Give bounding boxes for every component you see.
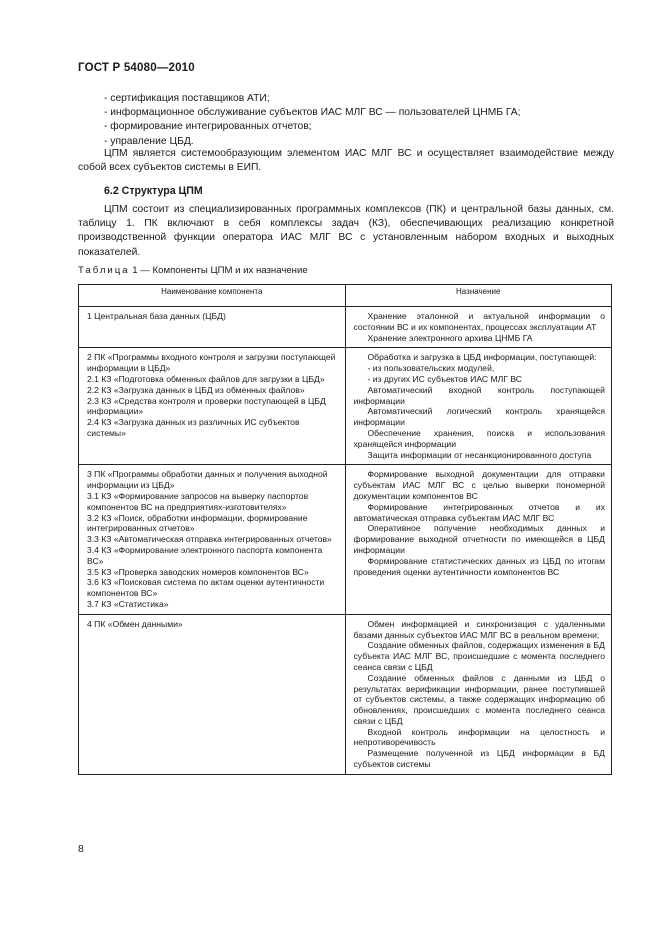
component-line: 4 ПК «Обмен данными» xyxy=(87,618,183,629)
purpose-line: Хранение электронного архива ЦНМБ ГА xyxy=(367,332,533,343)
page-number: 8 xyxy=(78,843,84,855)
purpose-line: Оперативное получение необходимых данных и формирование выходной отчетности по имеющейся в ЦБД информации xyxy=(353,523,605,555)
component-line: 2 ПК «Программы входного контроля и загрузки поступающей информации в ЦБД» xyxy=(87,352,336,374)
purpose-line: Создание обменных файлов, содержащих изменения в БД субъекта ИАС МЛГ ВС, происшедшие с момента последнего сеанса связи с ЦБД xyxy=(353,640,605,672)
section-paragraph-block xyxy=(78,203,614,260)
table-caption xyxy=(78,265,308,276)
purpose-line: Обмен информацией и синхронизация с удаленными базами данных субъектов ИАС МЛГ ВС в реальном времени; xyxy=(353,618,605,640)
table-header-row xyxy=(79,285,612,307)
table-row xyxy=(79,348,612,465)
component-name-cell xyxy=(79,307,346,348)
component-line: 3.3 КЗ «Автоматическая отправка интегрированных отчетов» xyxy=(87,534,332,545)
purpose-line: Хранение эталонной и актуальной информации о состоянии ВС и их компонентах, процессах эксплуатации АТ xyxy=(353,311,605,332)
purpose-line: Создание обменных файлов с данными из ЦБД о результатах верификации информации, ранее поступившей от субъектов системы, а также содержащих информацию об обновлениях, происшедших с момента последнего сеанса связи с ЦБД xyxy=(353,672,605,726)
table-row xyxy=(79,614,612,774)
list-item: - сертификация поставщиков АТИ; xyxy=(104,93,270,104)
component-line: 3.7 КЗ «Статистика» xyxy=(87,598,169,609)
table-caption-word: Таблица xyxy=(78,265,130,276)
intro-paragraph-block xyxy=(78,147,614,175)
component-purpose-cell xyxy=(345,307,612,348)
document-header: ГОСТ Р 54080—2010 xyxy=(78,62,195,74)
purpose-line: Автоматический входной контроль поступающей информации xyxy=(353,384,605,406)
components-table xyxy=(78,284,612,775)
list-item: - управление ЦБД. xyxy=(104,135,194,147)
table-caption-text: 1 — Компоненты ЦПМ и их назначение xyxy=(132,265,308,276)
component-line: 3 ПК «Программы обработки данных и получения выходной информации из ЦБД» xyxy=(87,469,328,491)
purpose-line: Формирование статистических данных из ЦБД по итогам проведения оценки аутентичности компонентов ВС xyxy=(353,555,605,577)
component-purpose-cell xyxy=(345,465,612,614)
component-line: 2.2 КЗ «Загрузка данных в ЦБД из обменных файлов» xyxy=(87,384,305,395)
section-title: 6.2 Структура ЦПМ xyxy=(104,185,203,197)
component-line: 3.1 КЗ «Формирование запросов на выверку паспортов компонентов ВС на предприятиях-изготовителях» xyxy=(87,490,309,512)
intro-list xyxy=(78,92,614,149)
column-header-purpose: Назначение xyxy=(345,285,612,307)
list-item: - информационное обслуживание субъектов ИАС МЛГ ВС — пользователей ЦНМБ ГА; xyxy=(104,107,521,119)
purpose-line: - из пользовательских модулей, xyxy=(367,363,495,374)
component-line: 1 Центральная база данных (ЦБД) xyxy=(87,311,226,321)
purpose-line: Формирование интегрированных отчетов и их автоматическая отправка субъектам ИАС МЛГ ВС xyxy=(353,501,605,523)
component-name-cell xyxy=(79,465,346,614)
component-purpose-cell xyxy=(345,348,612,465)
component-line: 2.1 КЗ «Подготовка обменных файлов для загрузки в ЦБД» xyxy=(87,373,325,384)
purpose-line: Формирование выходной документации для отправки субъектам ИАС МЛГ ВС с целью выверки пономерной документации компонентов ВС xyxy=(353,469,605,501)
component-line: 2.4 КЗ «Загрузка данных из различных ИС субъектов системы» xyxy=(87,417,300,438)
component-purpose-cell xyxy=(345,614,612,774)
purpose-line: Входной контроль информации на целостность и непротиворечивость xyxy=(353,726,605,748)
purpose-line: Обработка и загрузка в ЦБД информации, поступающей: xyxy=(367,352,597,363)
component-name-cell xyxy=(79,614,346,774)
purpose-line: Обеспечение хранения, поиска и использования хранящейся информации xyxy=(353,427,605,449)
purpose-line: Размещение полученной из ЦБД информации в БД субъектов системы xyxy=(353,748,605,770)
component-line: 3.5 КЗ «Проверка заводских номеров компонентов ВС» xyxy=(87,566,309,577)
component-line: 3.6 КЗ «Поисковая система по актам оценки аутентичности компонентов ВС» xyxy=(87,577,325,599)
component-line: 3.4 КЗ «Формирование электронного паспорта компонента ВС» xyxy=(87,544,323,566)
table-row xyxy=(79,465,612,614)
purpose-line: - из других ИС субъектов ИАС МЛГ ВС xyxy=(367,373,522,384)
component-line: 3.2 КЗ «Поиск, обработки информации, формирование интегрированных отчетов» xyxy=(87,512,308,534)
section-paragraph: ЦПМ состоит из специализированных программных комплексов (ПК) и центральной базы данных, см. таблицу 1. ПК включают в себя комплексы задач (КЗ), обеспечивающих реализацию конкретной производственной функции оператора ИАС МЛГ ВС с установленным набором входных и выходных показателей. xyxy=(78,204,614,258)
component-line: 2.3 КЗ «Средства контроля и проверки поступающей в ЦБД информации» xyxy=(87,395,326,417)
list-item: - формирование интегрированных отчетов; xyxy=(104,121,312,133)
purpose-line: Автоматический логический контроль хранящейся информации xyxy=(353,406,605,428)
component-name-cell xyxy=(79,348,346,465)
table-row xyxy=(79,307,612,348)
column-header-name: Наименование компонента xyxy=(79,285,346,307)
purpose-line: Защита информации от несанкционированного доступа xyxy=(367,449,592,460)
intro-paragraph: ЦПМ является системообразующим элементом ИАС МЛГ ВС и осуществляет взаимодействие между собой всех субъектов системы в ЕИП. xyxy=(78,148,614,174)
